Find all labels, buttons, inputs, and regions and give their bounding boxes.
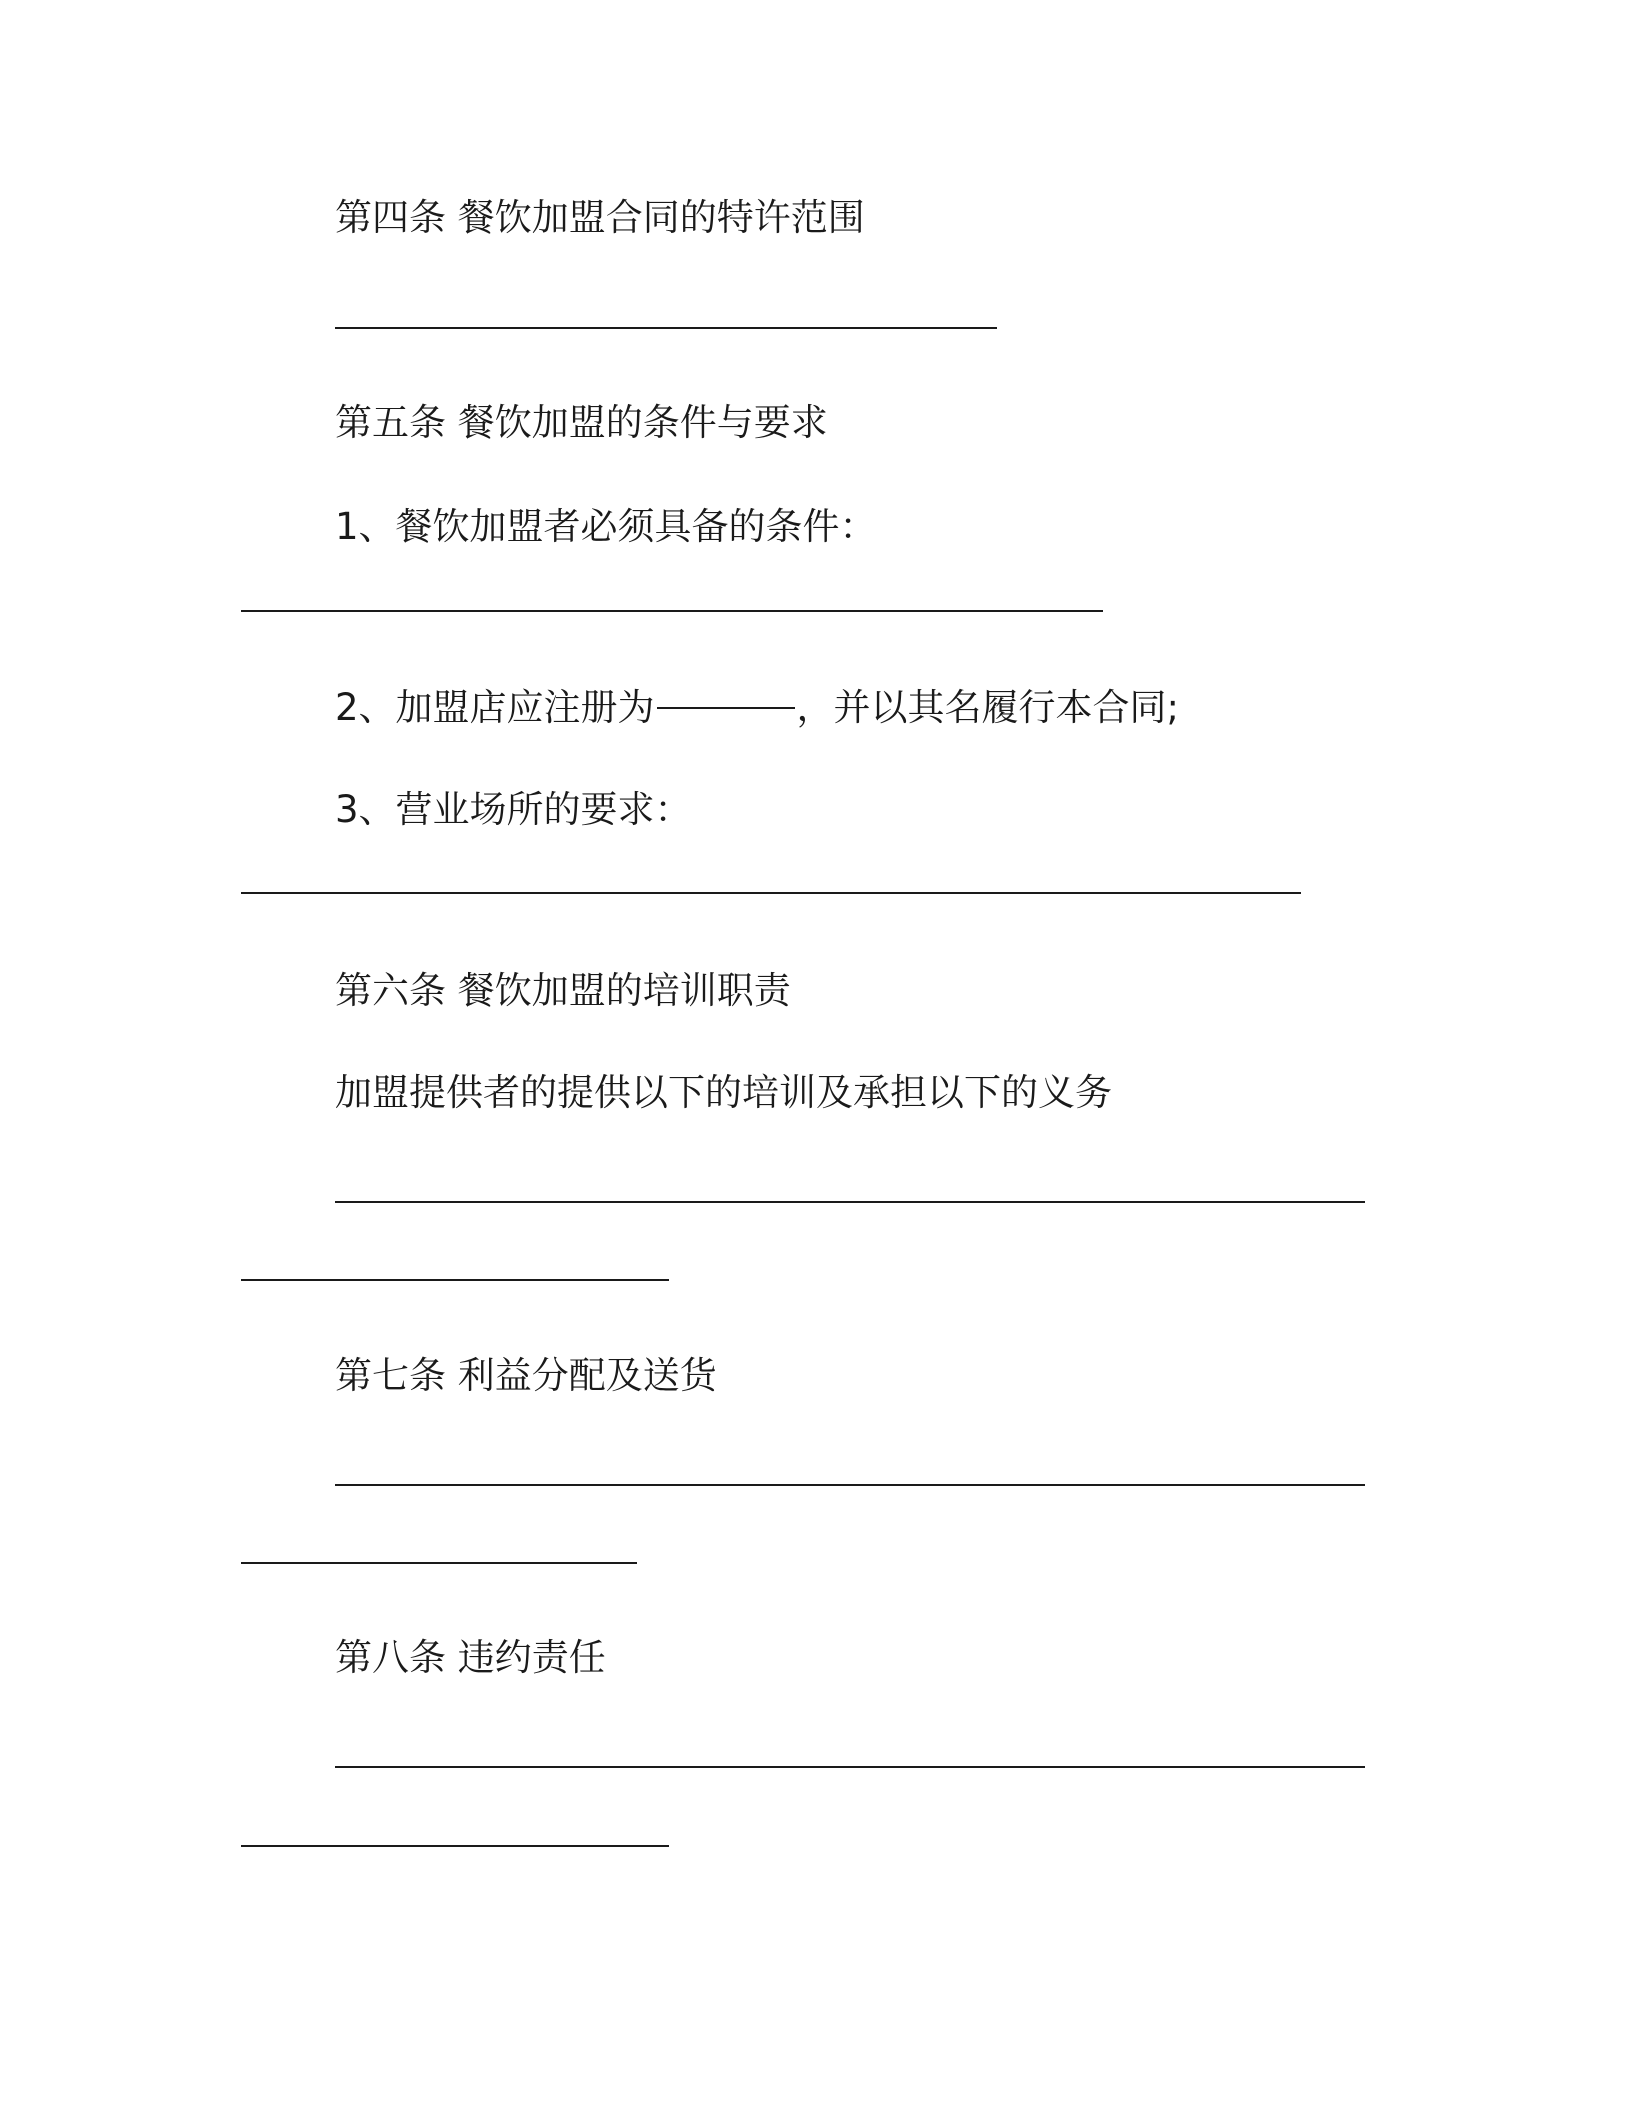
- article5-item1-blank-line: [241, 610, 1103, 612]
- article5-item1: 1、餐饮加盟者必须具备的条件：: [335, 505, 877, 548]
- article5-item2: [335, 683, 1179, 733]
- article5-item3: 3、营业场所的要求：: [335, 788, 692, 831]
- article8-title: 第八条 违约责任: [335, 1636, 606, 1679]
- article5-title: 第五条 餐饮加盟的条件与要求: [335, 401, 828, 444]
- article6-title: 第六条 餐饮加盟的培训职责: [335, 969, 791, 1012]
- article4-blank-line: [335, 327, 997, 329]
- article6-blank-line-2: [241, 1279, 669, 1281]
- article8-blank-line-2: [241, 1845, 669, 1847]
- article5-item2-inline-blank: [657, 707, 795, 709]
- article6-blank-line-1: [335, 1201, 1365, 1203]
- article7-blank-line-2: [241, 1562, 637, 1564]
- article6-body: 加盟提供者的提供以下的培训及承担以下的义务: [335, 1071, 1112, 1114]
- article7-blank-line-1: [335, 1484, 1365, 1486]
- article5-item2-prefix: 2、加盟店应注册为: [335, 686, 655, 729]
- article5-item2-suffix: ，并以其名履行本合同;: [796, 686, 1180, 729]
- article7-title: 第七条 利益分配及送货: [335, 1354, 717, 1397]
- article8-blank-line-1: [335, 1766, 1365, 1768]
- article5-item3-blank-line: [241, 892, 1301, 894]
- article4-title: 第四条 餐饮加盟合同的特许范围: [335, 196, 865, 239]
